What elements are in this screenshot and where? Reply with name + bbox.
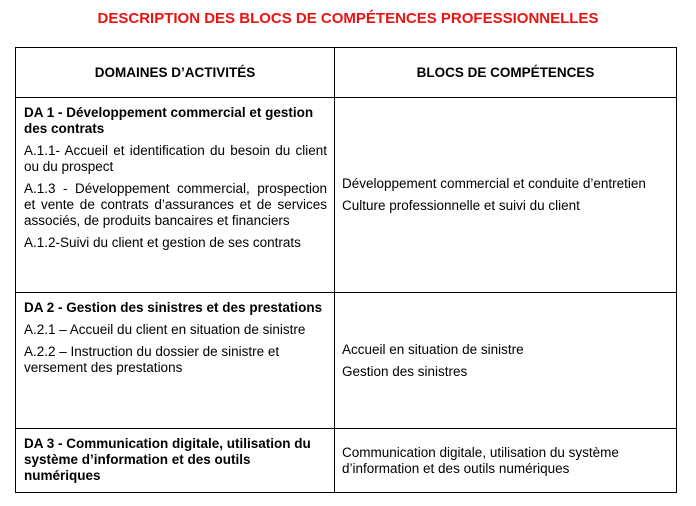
header-blocs: BLOCS DE COMPÉTENCES xyxy=(335,48,677,98)
bloc-item: Communication digitale, utilisation du système d’information et des outils numériques xyxy=(342,444,619,476)
blocs-cell xyxy=(335,98,677,293)
domain-cell xyxy=(16,293,335,429)
header-domaines: DOMAINES D’ACTIVITÉS xyxy=(16,48,335,98)
domain-title: DA 3 - Communication digitale, utilisation du système d’information et des outils numériques xyxy=(24,436,311,483)
blocs-cell xyxy=(335,429,677,493)
table-row xyxy=(16,98,677,293)
table-row xyxy=(16,429,677,493)
activity-item: A.1.3 - Développement commercial, prospection et vente de contrats d’assurances et de services associés, de produits bancaires et financiers xyxy=(24,181,327,228)
domain-title: DA 2 - Gestion des sinistres et des prestations xyxy=(24,300,323,315)
domain-cell xyxy=(16,429,335,493)
bloc-item: Développement commercial et conduite d’entretien xyxy=(342,176,646,191)
activity-item: A.1.2-Suivi du client et gestion de ses contrats xyxy=(24,235,301,250)
page-title: DESCRIPTION DES BLOCS DE COMPÉTENCES PROFESSIONNELLES xyxy=(97,10,599,27)
bloc-item: Culture professionnelle et suivi du client xyxy=(342,198,580,213)
activity-item: A.1.1- Accueil et identification du besoin du client ou du prospect xyxy=(24,143,327,174)
table-row xyxy=(16,293,677,429)
bloc-item: Accueil en situation de sinistre xyxy=(342,341,524,357)
domain-cell xyxy=(16,98,335,293)
activity-item: A.2.2 – Instruction du dossier de sinistre et versement des prestations xyxy=(24,344,280,375)
bloc-item: Gestion des sinistres xyxy=(342,363,468,379)
blocs-cell xyxy=(335,293,677,429)
domain-title: DA 1 - Développement commercial et gestion des contrats xyxy=(24,105,314,136)
competences-table xyxy=(15,47,677,493)
table-header-row xyxy=(16,48,677,98)
activity-item: A.2.1 – Accueil du client en situation de sinistre xyxy=(24,322,306,337)
